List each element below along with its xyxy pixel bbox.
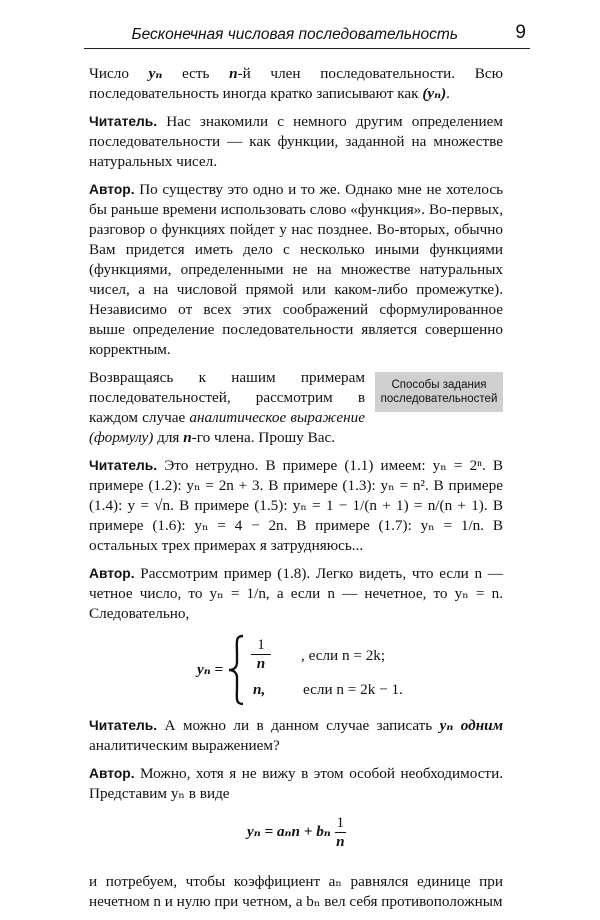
emphasis-text: yₙ одним (439, 717, 503, 734)
math-n: n (183, 429, 192, 446)
left-brace-icon (227, 634, 247, 706)
margin-note-box (375, 372, 503, 412)
formula-condition-odd: если n = 2k − 1. (303, 681, 403, 698)
formula-value-odd: n, (253, 681, 266, 698)
math-yn: yₙ (148, 65, 163, 82)
speaker-label: Автор. (89, 566, 135, 581)
math-n: n (229, 65, 238, 82)
margin-note-line1: Способы задания (391, 379, 487, 391)
formula-expression: yₙ = aₙn + bₙ $\frac{1}{n}$ (247, 814, 345, 850)
paragraph-author-1: Автор. По существу это одно и то же. Однако мне не хотелось бы раньше времени использовать слово «функция». Во-первых, разговор о функциях пойдет у нас позднее. Во-вторых, обычно Вам придется иметь дело с несколько иными функциями (функциями, определенными не на множестве натуральных чисел, а на числовой прямой или каком-либо промежутке). Независимо от всех этих соображений сформулированное выше определение последовательности является совершенно корректным. (89, 181, 503, 358)
formula-lhs: yₙ = (197, 661, 224, 678)
fraction-one-over-n: $\frac{1}{n}$ (251, 636, 271, 673)
paragraph-definition: Число yₙ есть n-й член последовательности. Всю последовательность иногда кратко записывают как (yₙ). (89, 65, 503, 102)
running-header (84, 22, 530, 49)
emphasis-text: аналитическое выражение (формулу) (89, 409, 365, 446)
paragraph-continuation: и потребуем, чтобы коэффициент aₙ равнялся единице при нечетном n и нулю при четном, а bₙ вел себя противоположным (89, 873, 503, 910)
speaker-label: Автор. (89, 766, 135, 781)
paragraph-reader-3: Читатель. А можно ли в данном случае записать yₙ одним аналитическим выражением? (89, 717, 503, 754)
fraction-one-over-n: $\frac{1}{n}$ (336, 814, 345, 850)
piecewise-formula (89, 632, 503, 706)
chapter-title: Бесконечная числовая последовательность (131, 26, 458, 43)
paragraph-reader-2: Читатель. Это нетрудно. В примере (1.1) имеем: yₙ = 2ⁿ. В примере (1.2): yₙ = 2n + 3. В примере (1.3): yₙ = n². В примере (1.4): y = √n. В примере (1.5): yₙ = 1 − 1/(n + 1) = n/(n + 1). В примере (1.6): yₙ = 4 − 2n. В примере (1.7): yₙ = 1/n. В остальных трех примерах я затрудняюсь... (89, 457, 503, 554)
speaker-label: Читатель. (89, 458, 158, 473)
paragraph-author-2: Автор. Рассмотрим пример (1.8). Легко видеть, что если n — четное число, то yₙ = 1/n, а если n — нечетное, то yₙ = n. Следовательно, (89, 565, 503, 622)
math-sequence: (yₙ) (422, 85, 447, 102)
speaker-label: Автор. (89, 182, 135, 197)
display-formula (89, 812, 503, 862)
page-number: 9 (515, 22, 526, 43)
paragraph-examples-intro: Возвращаясь к нашим примерам последовательностей, рассмотрим в каждом случае аналитическое выражение (формулу) для n-го члена. Прошу Вас. (89, 369, 365, 446)
paragraph-reader-1: Читатель. Нас знакомили с немного другим определением последовательности — как функции, заданной на множестве натуральных чисел. (89, 113, 503, 170)
formula-condition-even: , если n = 2k; (301, 647, 386, 664)
speaker-label: Читатель. (89, 718, 158, 733)
paragraph-author-3: Автор. Можно, хотя я не вижу в этом особой необходимости. Представим yₙ в виде (89, 765, 503, 802)
speaker-label: Читатель. (89, 114, 158, 129)
page-body (89, 64, 503, 920)
margin-note-line2: последовательностей (380, 393, 498, 405)
